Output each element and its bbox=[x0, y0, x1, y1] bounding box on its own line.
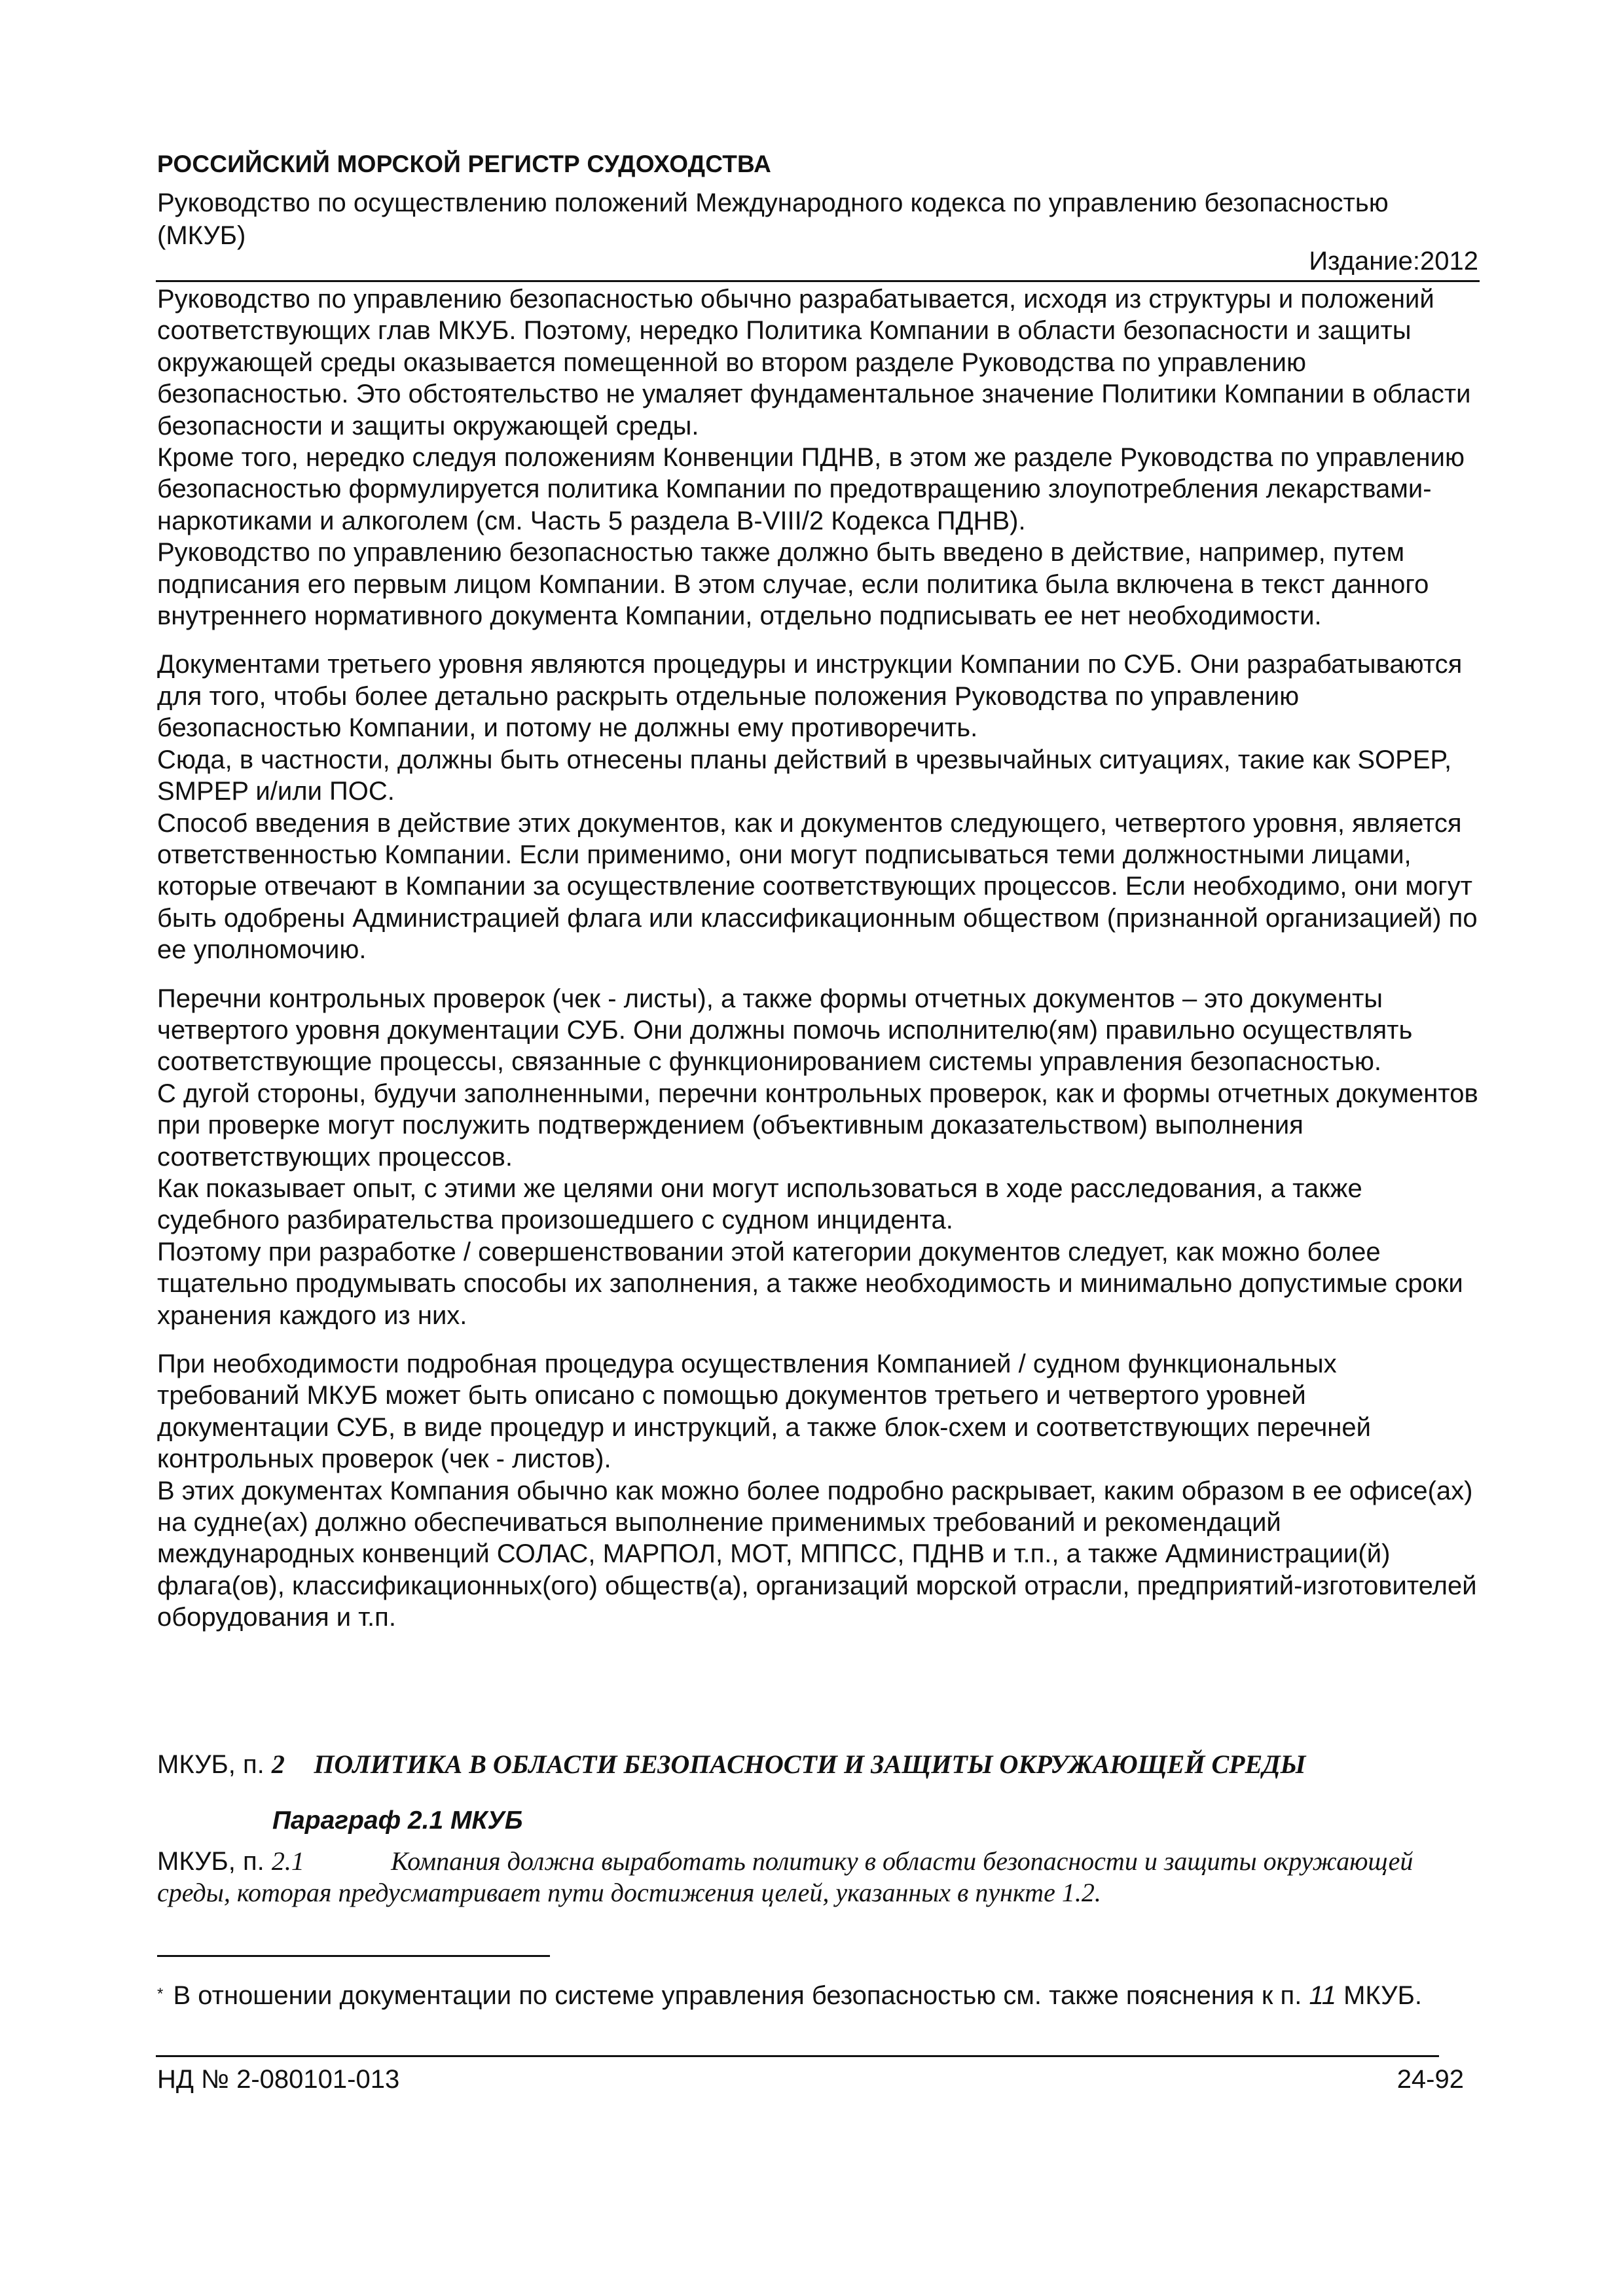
footnote-divider bbox=[157, 1955, 550, 1957]
clause-prefix: МКУБ, п. bbox=[157, 1847, 264, 1876]
clause-number: 2.1 bbox=[271, 1846, 304, 1876]
header-document-title: Руководство по осуществлению положений Международного кодекса по управлению безопасностью (МКУБ) bbox=[157, 188, 1389, 250]
clause bbox=[157, 1846, 1483, 1909]
body-paragraph: Сюда, в частности, должны быть отнесены планы действий в чрезвычайных ситуациях, такие как SOPEP, SMPEP и/или ПОС. bbox=[157, 745, 1452, 806]
section-prefix: МКУБ, п. bbox=[157, 1750, 264, 1779]
body-paragraph: Кроме того, нередко следуя положениям Конвенции ПДНВ, в этом же разделе Руководства по управлению безопасностью формулируется политика Компании по предотвращению злоупотребления лекарствами-наркотиками и алкоголем (см. Часть 5 раздела B-VIII/2 Кодекса ПДНВ). bbox=[157, 443, 1465, 535]
body-paragraph: Как показывает опыт, с этими же целями они могут использоваться в ходе расследования, а также судебного разбирательства произошедшего с судном инцидента. bbox=[157, 1174, 1362, 1235]
body-paragraph: В этих документах Компания обычно как можно более подробно раскрывает, каким образом в ее офисе(ах) на судне(ах) должно обеспечиваться выполнение применимых требований и рекомендаций международных конвенций СОЛАС, МАРПОЛ, МОТ, МППСС, ПДНВ и т.п., а также Администрации(й) флага(ов), классификационных(ого) обществ(а), организаций морской отрасли, предприятий-изготовителей оборудования и т.п. bbox=[157, 1476, 1477, 1632]
paragraph-title: Параграф 2.1 МКУБ bbox=[272, 1806, 523, 1835]
body-paragraph: Руководство по управлению безопасностью обычно разрабатывается, исходя из структуры и положений соответствующих глав МКУБ. Поэтому, нередко Политика Компании в области безопасности и защиты окружающей среды оказывается помещенной во втором разделе Руководства по управлению безопасностью. Это обстоятельство не умаляет фундаментальное значение Политики Компании в области безопасности и защиты окружающей среды. bbox=[157, 285, 1471, 440]
header-organization: РОССИЙСКИЙ МОРСКОЙ РЕГИСТР СУДОХОДСТВА bbox=[157, 151, 772, 177]
footnote-mark: * bbox=[157, 1985, 164, 2003]
header-edition: Издание:2012 bbox=[1309, 247, 1478, 276]
section-number: 2 bbox=[271, 1749, 285, 1779]
clause-text: Компания должна выработать политику в области безопасности и защиты окружающей среды, которая предусматривает пути достижения целей, указанных в пункте 1.2. bbox=[157, 1846, 1413, 1907]
footnote bbox=[157, 1980, 1440, 2011]
footer-divider bbox=[156, 2055, 1439, 2057]
footnote-ref: 11 bbox=[1309, 1981, 1336, 2010]
body-paragraph: При необходимости подробная процедура осуществления Компанией / судном функциональных требований МКУБ может быть описано с помощью документов третьего и четвертого уровней документации СУБ, в виде процедур и инструкций, а также блок-схем и соответствующих перечней контрольных проверок (чек - листов). bbox=[157, 1350, 1371, 1474]
footnote-tail: МКУБ. bbox=[1343, 1981, 1422, 2010]
body-paragraph: Перечни контрольных проверок (чек - листы), а также формы отчетных документов – это документы четвертого уровня документации СУБ. Они должны помочь исполнителю(ям) правильно осуществлять соответствующие процессы, связанные с функционированием системы управления безопасностью. bbox=[157, 984, 1413, 1077]
body-text bbox=[157, 283, 1483, 1634]
body-paragraph: Поэтому при разработке / совершенствовании этой категории документов следует, как можно более тщательно продумывать способы их заполнения, а также необходимость и минимально допустимые сроки хранения каждого из них. bbox=[157, 1237, 1463, 1330]
body-paragraph: Руководство по управлению безопасностью также должно быть введено в действие, например, путем подписания его первым лицом Компании. В этом случае, если политика была включена в текст данного внутреннего нормативного документа Компании, отдельно подписывать ее нет необходимости. bbox=[157, 538, 1429, 631]
footer-document-number: НД № 2-080101-013 bbox=[157, 2065, 400, 2094]
body-paragraph: Способ введения в действие этих документов, как и документов следующего, четвертого уровня, является ответственностью Компании. Если применимо, они могут подписываться теми должностными лицами, которые отвечают в Компании за осуществление соответствующих процессов. Если необходимо, они могут быть одобрены Администрацией флага или классификационным обществом (признанной организацией) по ее уполномочию. bbox=[157, 808, 1478, 965]
body-paragraph: С дугой стороны, будучи заполненными, перечни контрольных проверок, как и формы отчетных документов при проверке могут послужить подтверждением (объективным доказательством) выполнения соответствующих процессов. bbox=[157, 1079, 1478, 1172]
body-paragraph: Документами третьего уровня являются процедуры и инструкции Компании по СУБ. Они разрабатываются для того, чтобы более детально раскрыть отдельные положения Руководства по управлению безопасностью Компании, и потому не должны ему противоречить. bbox=[157, 650, 1463, 743]
footnote-text: В отношении документации по системе управления безопасностью см. также пояснения к п. bbox=[173, 1981, 1302, 2010]
header-divider bbox=[156, 280, 1480, 282]
section-title: ПОЛИТИКА В ОБЛАСТИ БЕЗОПАСНОСТИ И ЗАЩИТЫ ОКРУЖАЮЩЕЙ СРЕДЫ bbox=[314, 1749, 1306, 1779]
section-heading bbox=[157, 1749, 1305, 1780]
footer-page-number: 24-92 bbox=[1396, 2065, 1464, 2094]
